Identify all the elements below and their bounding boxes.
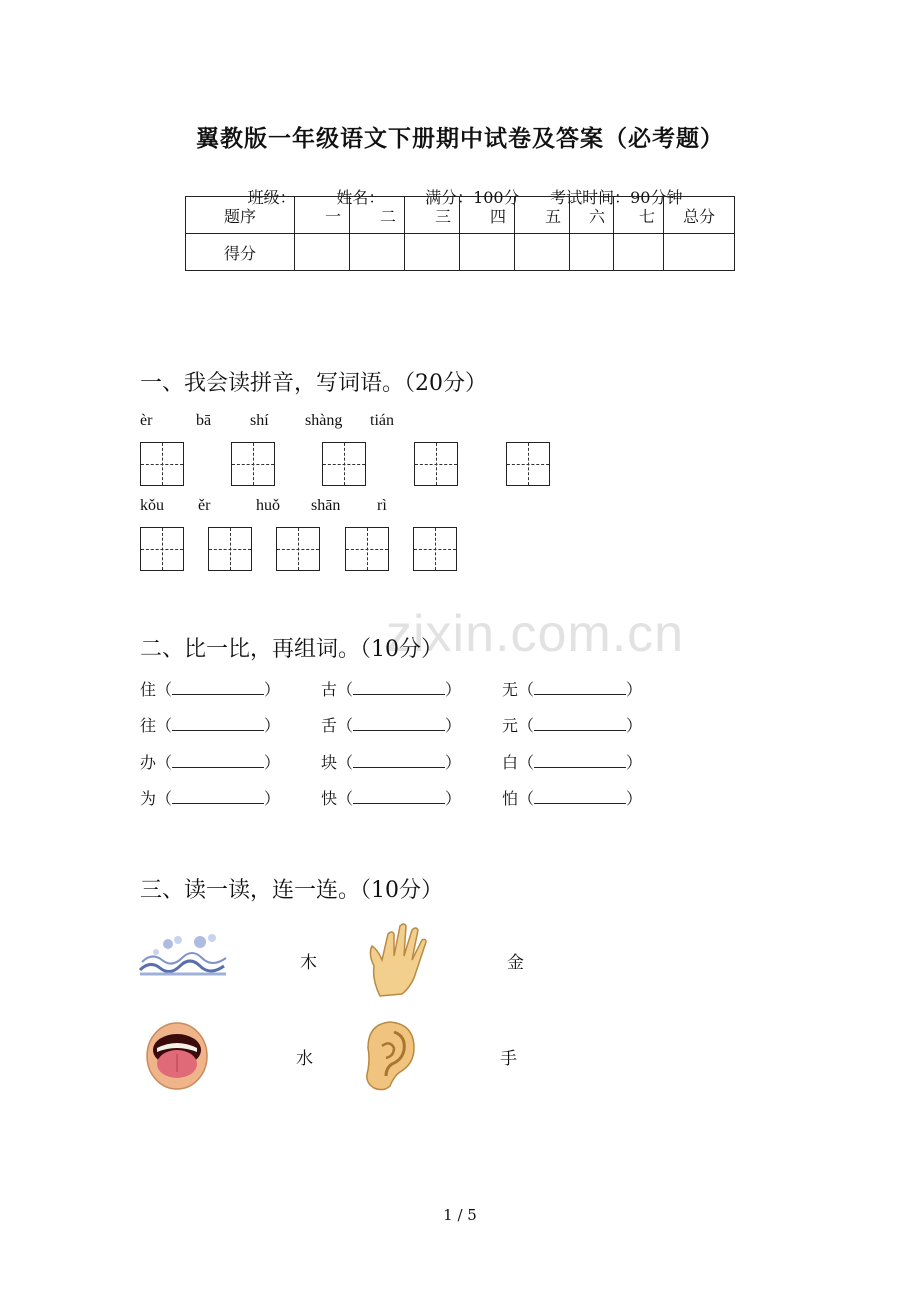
close-paren: ） [445,789,462,808]
answer-blank[interactable] [534,716,626,731]
open-paren: （ [518,716,535,735]
open-paren: （ [156,753,173,772]
close-paren: ） [445,716,462,735]
answer-blank[interactable] [172,716,264,731]
close-paren: ） [626,753,643,772]
page-number: 1 / 5 [443,1206,477,1224]
writing-grid[interactable] [231,442,275,486]
writing-grid[interactable] [506,442,550,486]
word-compare-item [502,786,642,809]
word-label[interactable]: 水 [296,1049,313,1069]
word-compare-item [321,677,461,700]
score-table-row [186,234,735,271]
word-compare-item [502,750,642,773]
name-label: 姓名： [336,188,385,207]
answer-blank[interactable] [172,753,264,768]
word-compare-item [321,713,461,736]
answer-blank[interactable] [353,789,445,804]
watermark: zixin.com.cn [386,605,685,663]
water-waves-icon[interactable] [138,930,228,978]
word-compare-item [140,786,280,809]
writing-grid[interactable] [345,527,389,571]
close-paren: ） [626,716,643,735]
mouth-icon[interactable] [143,1020,213,1094]
word-compare-item [321,750,461,773]
character: 办 [140,753,157,772]
full-score: 满分：100分 [425,188,520,207]
character: 怕 [502,789,519,808]
pinyin: tián [370,412,394,429]
writing-grid[interactable] [140,442,184,486]
table-header-cell: 三 [405,197,460,234]
answer-blank[interactable] [534,680,626,695]
pinyin: shí [250,412,269,429]
score-table [185,196,735,271]
writing-grid[interactable] [208,527,252,571]
table-header-cell: 题序 [186,197,295,234]
writing-grid[interactable] [414,442,458,486]
word-compare-item [502,713,642,736]
pinyin: kǒu [140,497,164,514]
pinyin: shān [311,497,341,514]
answer-blank[interactable] [353,716,445,731]
close-paren: ） [626,789,643,808]
word-label[interactable]: 金 [507,953,524,973]
close-paren: ） [445,680,462,699]
open-paren: （ [518,753,535,772]
character: 无 [502,680,519,699]
close-paren: ） [445,753,462,772]
character: 快 [321,789,338,808]
table-header-cell: 一 [295,197,350,234]
word-compare-item [321,786,461,809]
page-title: 翼教版一年级语文下册期中试卷及答案（必考题） [196,125,724,152]
open-paren: （ [337,753,354,772]
score-cell[interactable] [614,234,664,271]
section1-title: 一、我会读拼音，写词语。（20分） [140,371,487,396]
ear-icon[interactable] [360,1018,418,1092]
exam-time: 考试时间：90分钟 [550,188,683,207]
open-paren: （ [337,680,354,699]
open-paren: （ [156,789,173,808]
character: 古 [321,680,338,699]
hand-icon[interactable] [366,920,436,998]
word-compare-item [502,677,642,700]
score-table-header [186,197,735,234]
answer-blank[interactable] [353,753,445,768]
pinyin: huǒ [256,497,280,514]
answer-blank[interactable] [534,789,626,804]
answer-blank[interactable] [534,753,626,768]
pinyin: rì [377,497,387,514]
table-header-cell: 六 [570,197,614,234]
character: 住 [140,680,157,699]
writing-grid[interactable] [413,527,457,571]
word-label[interactable]: 木 [300,953,317,973]
class-label: 班级： [247,188,296,207]
character: 白 [502,753,519,772]
close-paren: ） [264,716,281,735]
open-paren: （ [518,789,535,808]
word-compare-item [140,750,280,773]
word-compare-item [140,677,280,700]
answer-blank[interactable] [172,789,264,804]
word-compare-item [140,713,280,736]
pinyin: èr [140,412,153,429]
word-label[interactable]: 手 [500,1049,517,1069]
open-paren: （ [518,680,535,699]
section2-title: 二、比一比，再组词。（10分） [140,637,443,662]
score-cell[interactable] [515,234,570,271]
character: 元 [502,716,519,735]
character: 块 [321,753,338,772]
pinyin: shàng [305,412,343,429]
close-paren: ） [626,680,643,699]
character: 为 [140,789,157,808]
answer-blank[interactable] [172,680,264,695]
writing-grid[interactable] [322,442,366,486]
answer-blank[interactable] [353,680,445,695]
score-cell[interactable] [405,234,460,271]
writing-grid[interactable] [276,527,320,571]
table-header-cell: 七 [614,197,664,234]
score-cell[interactable] [295,234,350,271]
close-paren: ） [264,789,281,808]
open-paren: （ [337,716,354,735]
open-paren: （ [156,680,173,699]
character: 舌 [321,716,338,735]
pinyin: bā [196,412,212,429]
pinyin: ěr [198,497,211,514]
table-header-cell: 五 [515,197,570,234]
table-header-cell: 二 [350,197,405,234]
close-paren: ） [264,680,281,699]
close-paren: ） [264,753,281,772]
table-header-cell: 四 [460,197,515,234]
table-header-cell: 总分 [664,197,735,234]
writing-grid[interactable] [140,527,184,571]
score-cell[interactable] [570,234,614,271]
score-row-label: 得分 [186,234,295,271]
open-paren: （ [337,789,354,808]
section3-title: 三、读一读，连一连。（10分） [140,878,443,903]
score-cell[interactable] [350,234,405,271]
score-cell[interactable] [664,234,735,271]
character: 往 [140,716,157,735]
score-cell[interactable] [460,234,515,271]
open-paren: （ [156,716,173,735]
